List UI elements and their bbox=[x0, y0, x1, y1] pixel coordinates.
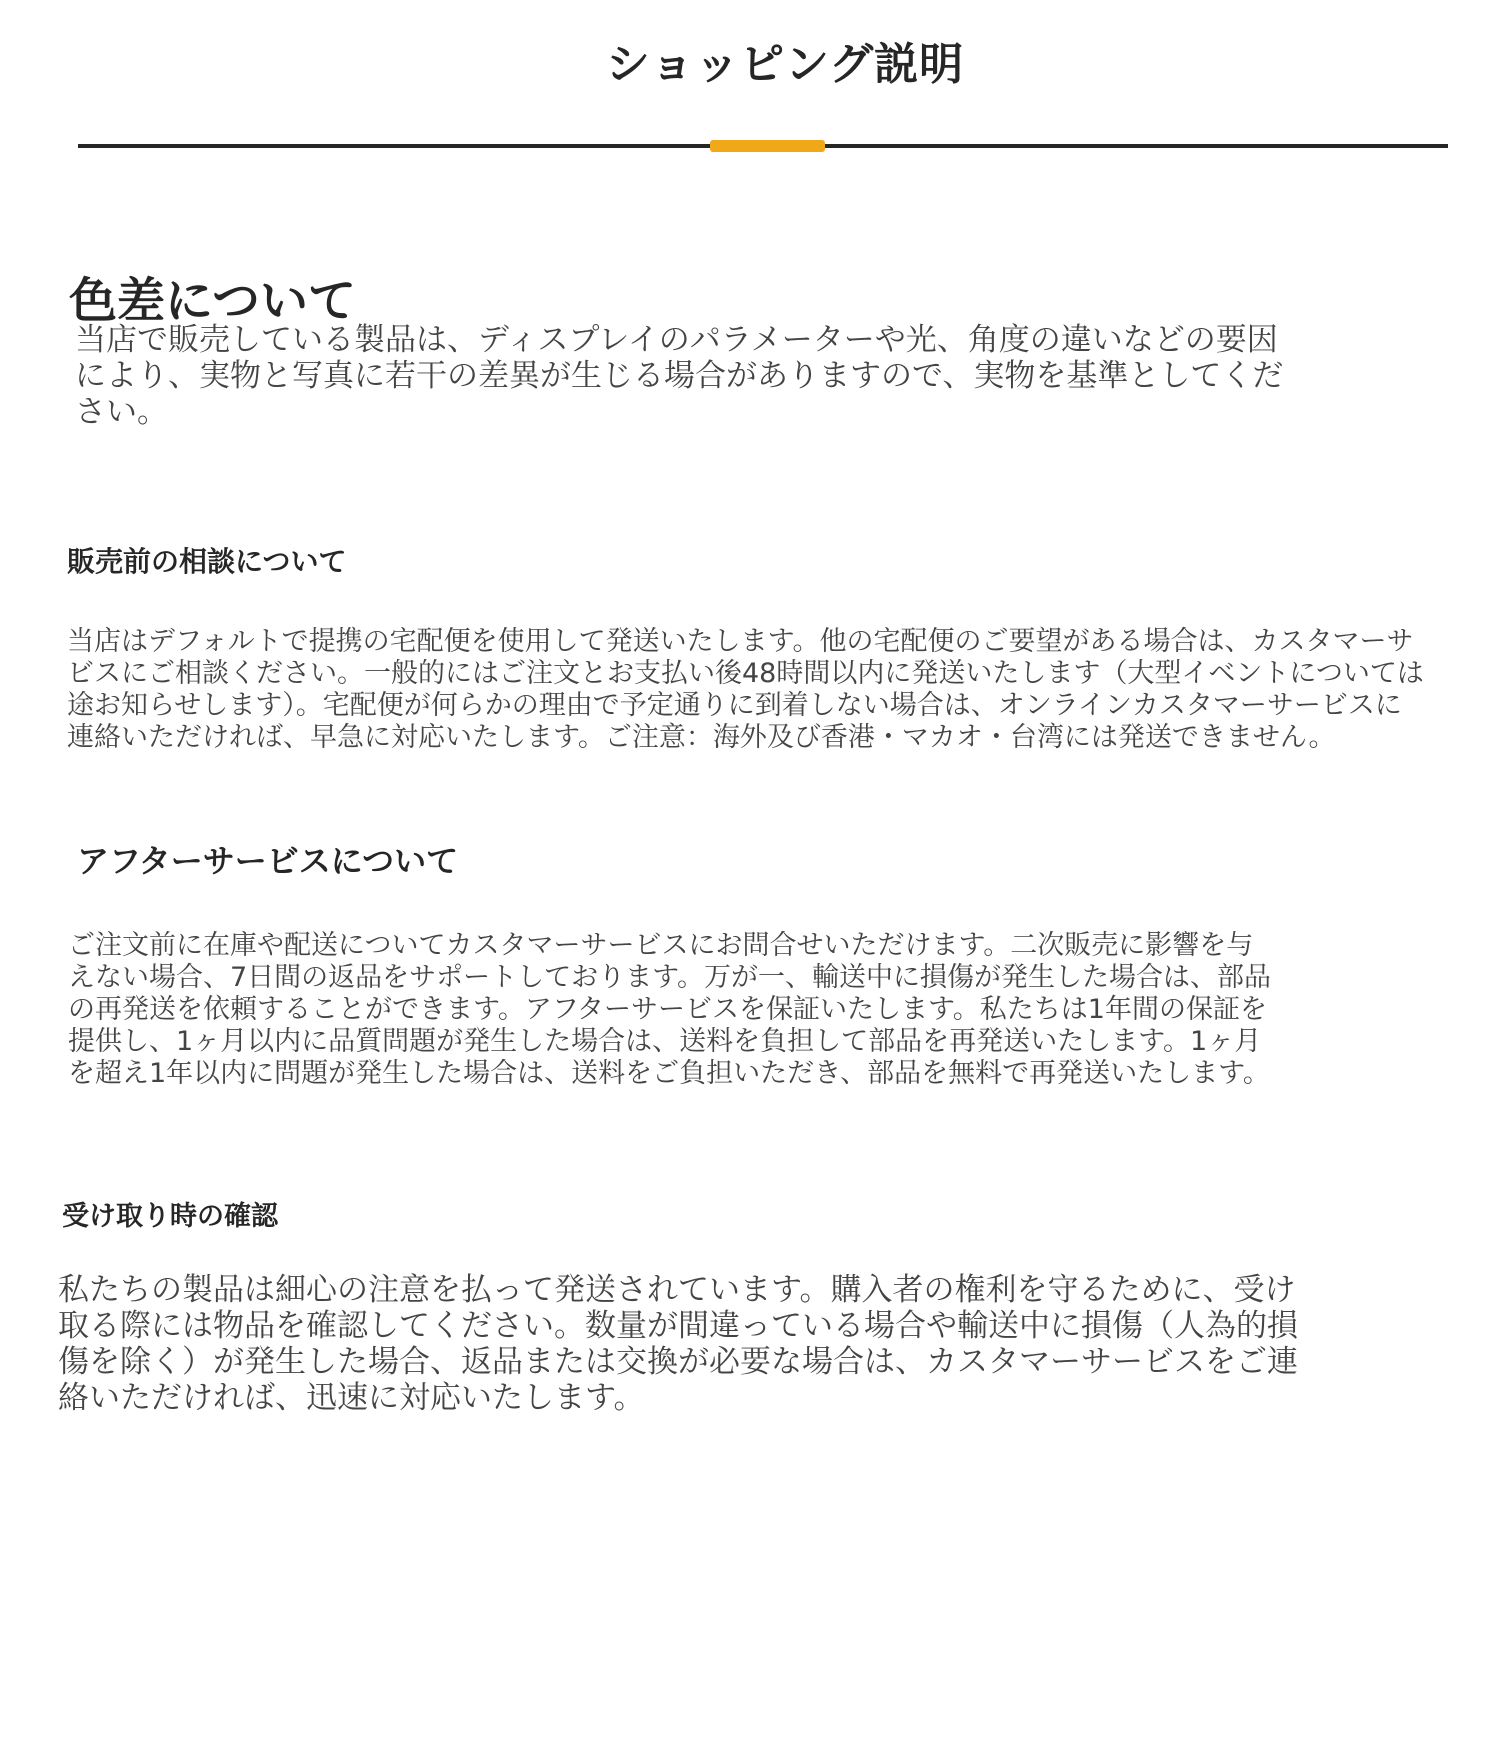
body-line: 当店で販売している製品は、ディスプレイのパラメーターや光、角度の違いなどの要因 bbox=[75, 322, 1278, 358]
section-heading-receipt-check: 受け取り時の確認 bbox=[62, 1201, 278, 1232]
section-heading-after-sales: アフターサービスについて bbox=[77, 842, 459, 880]
body-line: の再発送を依頼することができます。アフターサービスを保証いたします。私たちは1年間の保証を bbox=[68, 994, 1267, 1025]
body-line: により、実物と写真に若干の差異が生じる場合がありますので、実物を基準としてくだ bbox=[75, 358, 1284, 394]
section-heading-color-difference: 色差について bbox=[69, 273, 357, 329]
body-line: 当店はデフォルトで提携の宅配便を使用して発送いたします。他の宅配便のご要望がある場合は、カスタマーサ bbox=[67, 626, 1414, 657]
body-line: 私たちの製品は細心の注意を払って発送されています。購入者の権利を守るために、受け bbox=[58, 1272, 1296, 1308]
body-line: を超え1年以内に問題が発生した場合は、送料をご負担いただき、部品を無料で再発送いたします。 bbox=[68, 1058, 1270, 1089]
body-line: 途お知らせします）。宅配便が何らかの理由で予定通りに到着しない場合は、オンラインカスタマーサービスに bbox=[67, 690, 1402, 721]
body-line: ご注文前に在庫や配送についてカスタマーサービスにお問合せいただけます。二次販売に影響を与 bbox=[68, 930, 1254, 961]
section-body-receipt-check bbox=[58, 1272, 1388, 1416]
body-line: 取る際には物品を確認してください。数量が間違っている場合や輸送中に損傷（人為的損 bbox=[58, 1308, 1298, 1344]
body-line: ビスにご相談ください。一般的にはご注文とお支払い後48時間以内に発送いたします（大型イベントについては bbox=[67, 658, 1424, 689]
body-line: 提供し、1ヶ月以内に品質問題が発生した場合は、送料を負担して部品を再発送いたします。1ヶ月 bbox=[68, 1026, 1262, 1057]
section-body-color-difference bbox=[75, 322, 1375, 430]
body-line: 絡いただければ、迅速に対応いたします。 bbox=[58, 1380, 645, 1416]
body-line: 傷を除く）が発生した場合、返品または交換が必要な場合は、カスタマーサービスをご連 bbox=[58, 1344, 1298, 1380]
section-body-after-sales bbox=[68, 930, 1378, 1090]
page-title: ショッピング説明 bbox=[605, 39, 965, 90]
body-line: さい。 bbox=[75, 394, 168, 430]
section-heading-presale: 販売前の相談について bbox=[67, 545, 347, 578]
body-line: えない場合、7日間の返品をサポートしております。万が一、輸送中に損傷が発生した場合は、部品 bbox=[68, 962, 1272, 993]
title-divider-accent bbox=[710, 140, 825, 152]
section-body-presale bbox=[67, 626, 1497, 754]
body-line: 連絡いただければ、早急に対応いたします。ご注意：海外及び香港・マカオ・台湾には発送できません。 bbox=[67, 722, 1336, 753]
